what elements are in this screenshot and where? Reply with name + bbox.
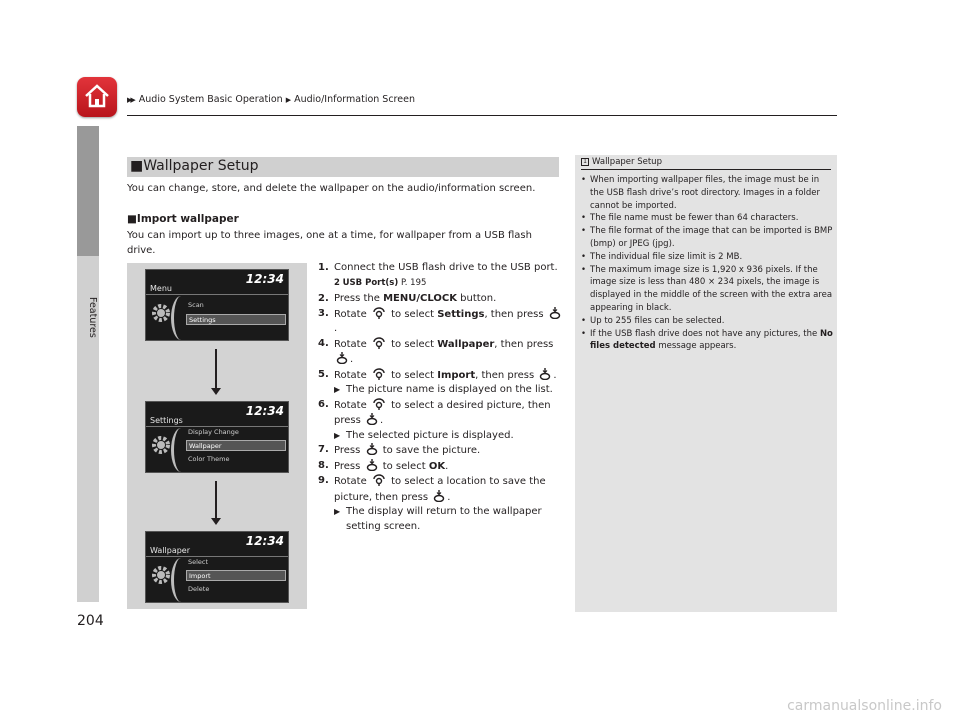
reference-page: P. 195 (400, 277, 427, 288)
gear-icon (150, 302, 172, 324)
step-6: 6. Rotate to select a desired picture, then press . (318, 398, 551, 426)
note-item: • If the USB flash drive does not have any pictures, the No files detected message appears. (581, 328, 833, 354)
notes-list (581, 174, 833, 353)
reference-label: USB Port(s) (342, 277, 399, 288)
note-icon: 1 (581, 158, 589, 166)
flow-arrow (215, 349, 217, 393)
screen-menu-item-selected[interactable]: Settings (186, 314, 286, 325)
press-knob-icon (366, 413, 378, 425)
step-5: 5. Rotate to select Import, then press . (318, 368, 557, 381)
note-item: • The individual file size limit is 2 MB. (581, 251, 833, 264)
settings-screen (145, 401, 289, 473)
press-knob-icon (366, 459, 378, 471)
screen-illustration (127, 263, 307, 609)
note-item: • The file name must be fewer than 64 characters. (581, 212, 833, 225)
result-arrow-icon: ▶ (334, 385, 341, 394)
section-title: ■Wallpaper Setup (130, 158, 259, 174)
press-knob-icon (549, 307, 561, 319)
rotate-knob-icon (372, 474, 386, 486)
side-tab-marker (77, 126, 99, 256)
breadcrumb-link-1[interactable]: Audio System Basic Operation (138, 94, 283, 105)
step-7: 7. Press to save the picture. (318, 444, 481, 456)
screen-menu-item[interactable]: Color Theme (188, 455, 230, 463)
step-4: 4. Rotate to select Wallpaper, then press . (318, 337, 554, 365)
cross-reference[interactable] (318, 276, 563, 291)
note-item: • The maximum image size is 1,920 x 936 pixels. If the image size is less than 480 × 234 pixels, the image is displayed in the middle of the screen with the extra area appearing in black. (581, 264, 833, 315)
rotate-knob-icon (372, 368, 386, 380)
rotate-knob-icon (372, 307, 386, 319)
section-intro: You can change, store, and delete the wallpaper on the audio/information screen. (127, 183, 536, 194)
step-9: 9. Rotate to select a location to save the picture, then press . (318, 475, 546, 503)
screen-menu-item[interactable]: Display Change (188, 428, 239, 436)
watermark: carmanualsonline.info (787, 698, 942, 714)
breadcrumb-link-2[interactable]: Audio/Information Screen (294, 94, 415, 105)
note-item: • When importing wallpaper files, the image must be in the USB flash drive’s root directory. Images in a folder cannot be imported. (581, 174, 833, 212)
gear-icon (150, 564, 172, 586)
step-9-result: ▶ The display will return to the wallpaper setting screen. (334, 506, 542, 532)
screen-divider (146, 294, 288, 295)
wallpaper-screen (145, 531, 289, 603)
screen-title: Settings (150, 416, 183, 425)
procedure-steps (318, 261, 563, 534)
header-divider (127, 115, 837, 116)
flow-arrow (215, 481, 217, 523)
screen-menu-item[interactable]: Delete (188, 585, 210, 593)
screen-menu-item[interactable]: Scan (188, 301, 204, 309)
home-button[interactable] (77, 77, 117, 117)
step-6-result: ▶ The selected picture is displayed. (318, 429, 563, 444)
screen-menu-item-selected[interactable]: Import (186, 570, 286, 581)
screen-menu-item-selected[interactable]: Wallpaper (186, 440, 286, 451)
step-8: 8. Press to select OK. (318, 459, 449, 472)
reference-arrow-icon: 2 (334, 277, 340, 288)
screen-clock: 12:34 (245, 404, 284, 418)
menu-screen (145, 269, 289, 341)
screen-clock: 12:34 (245, 534, 284, 548)
result-arrow-icon: ▶ (334, 507, 341, 516)
press-knob-icon (539, 368, 551, 380)
gear-icon (150, 434, 172, 456)
breadcrumb-arrow-icon: ▶ (285, 95, 290, 104)
home-icon (83, 82, 111, 110)
breadcrumb (127, 94, 415, 105)
result-arrow-icon: ▶ (334, 430, 341, 440)
screen-menu-item[interactable]: Select (188, 558, 209, 566)
side-tab-label[interactable]: Features (87, 297, 98, 338)
press-knob-icon (433, 490, 445, 502)
rotate-knob-icon (372, 337, 386, 349)
step-5-result: ▶ The picture name is displayed on the list. (318, 383, 563, 398)
screen-title: Menu (150, 284, 172, 293)
note-item: • Up to 255 files can be selected. (581, 315, 833, 328)
step-3: 3. Rotate to select Settings, then press . (318, 307, 563, 337)
subsection-heading: ■Import wallpaper (127, 213, 239, 225)
step-2: 2. Press the MENU/CLOCK button. (318, 293, 497, 304)
step-1: 1. Connect the USB flash drive to the USB port. (318, 262, 558, 273)
notes-divider (581, 169, 831, 170)
press-knob-icon (336, 352, 348, 364)
subsection-body: You can import up to three images, one at a time, for wallpaper from a USB flash drive. (127, 230, 532, 256)
screen-clock: 12:34 (245, 272, 284, 286)
rotate-knob-icon (372, 398, 386, 410)
notes-title: 1 Wallpaper Setup (581, 157, 662, 167)
press-knob-icon (366, 443, 378, 455)
breadcrumb-arrow-icon: ▶▶ (127, 95, 134, 104)
screen-title: Wallpaper (150, 546, 191, 555)
page-number: 204 (77, 613, 104, 629)
note-item: • The file format of the image that can be imported is BMP (bmp) or JPEG (jpg). (581, 225, 833, 251)
